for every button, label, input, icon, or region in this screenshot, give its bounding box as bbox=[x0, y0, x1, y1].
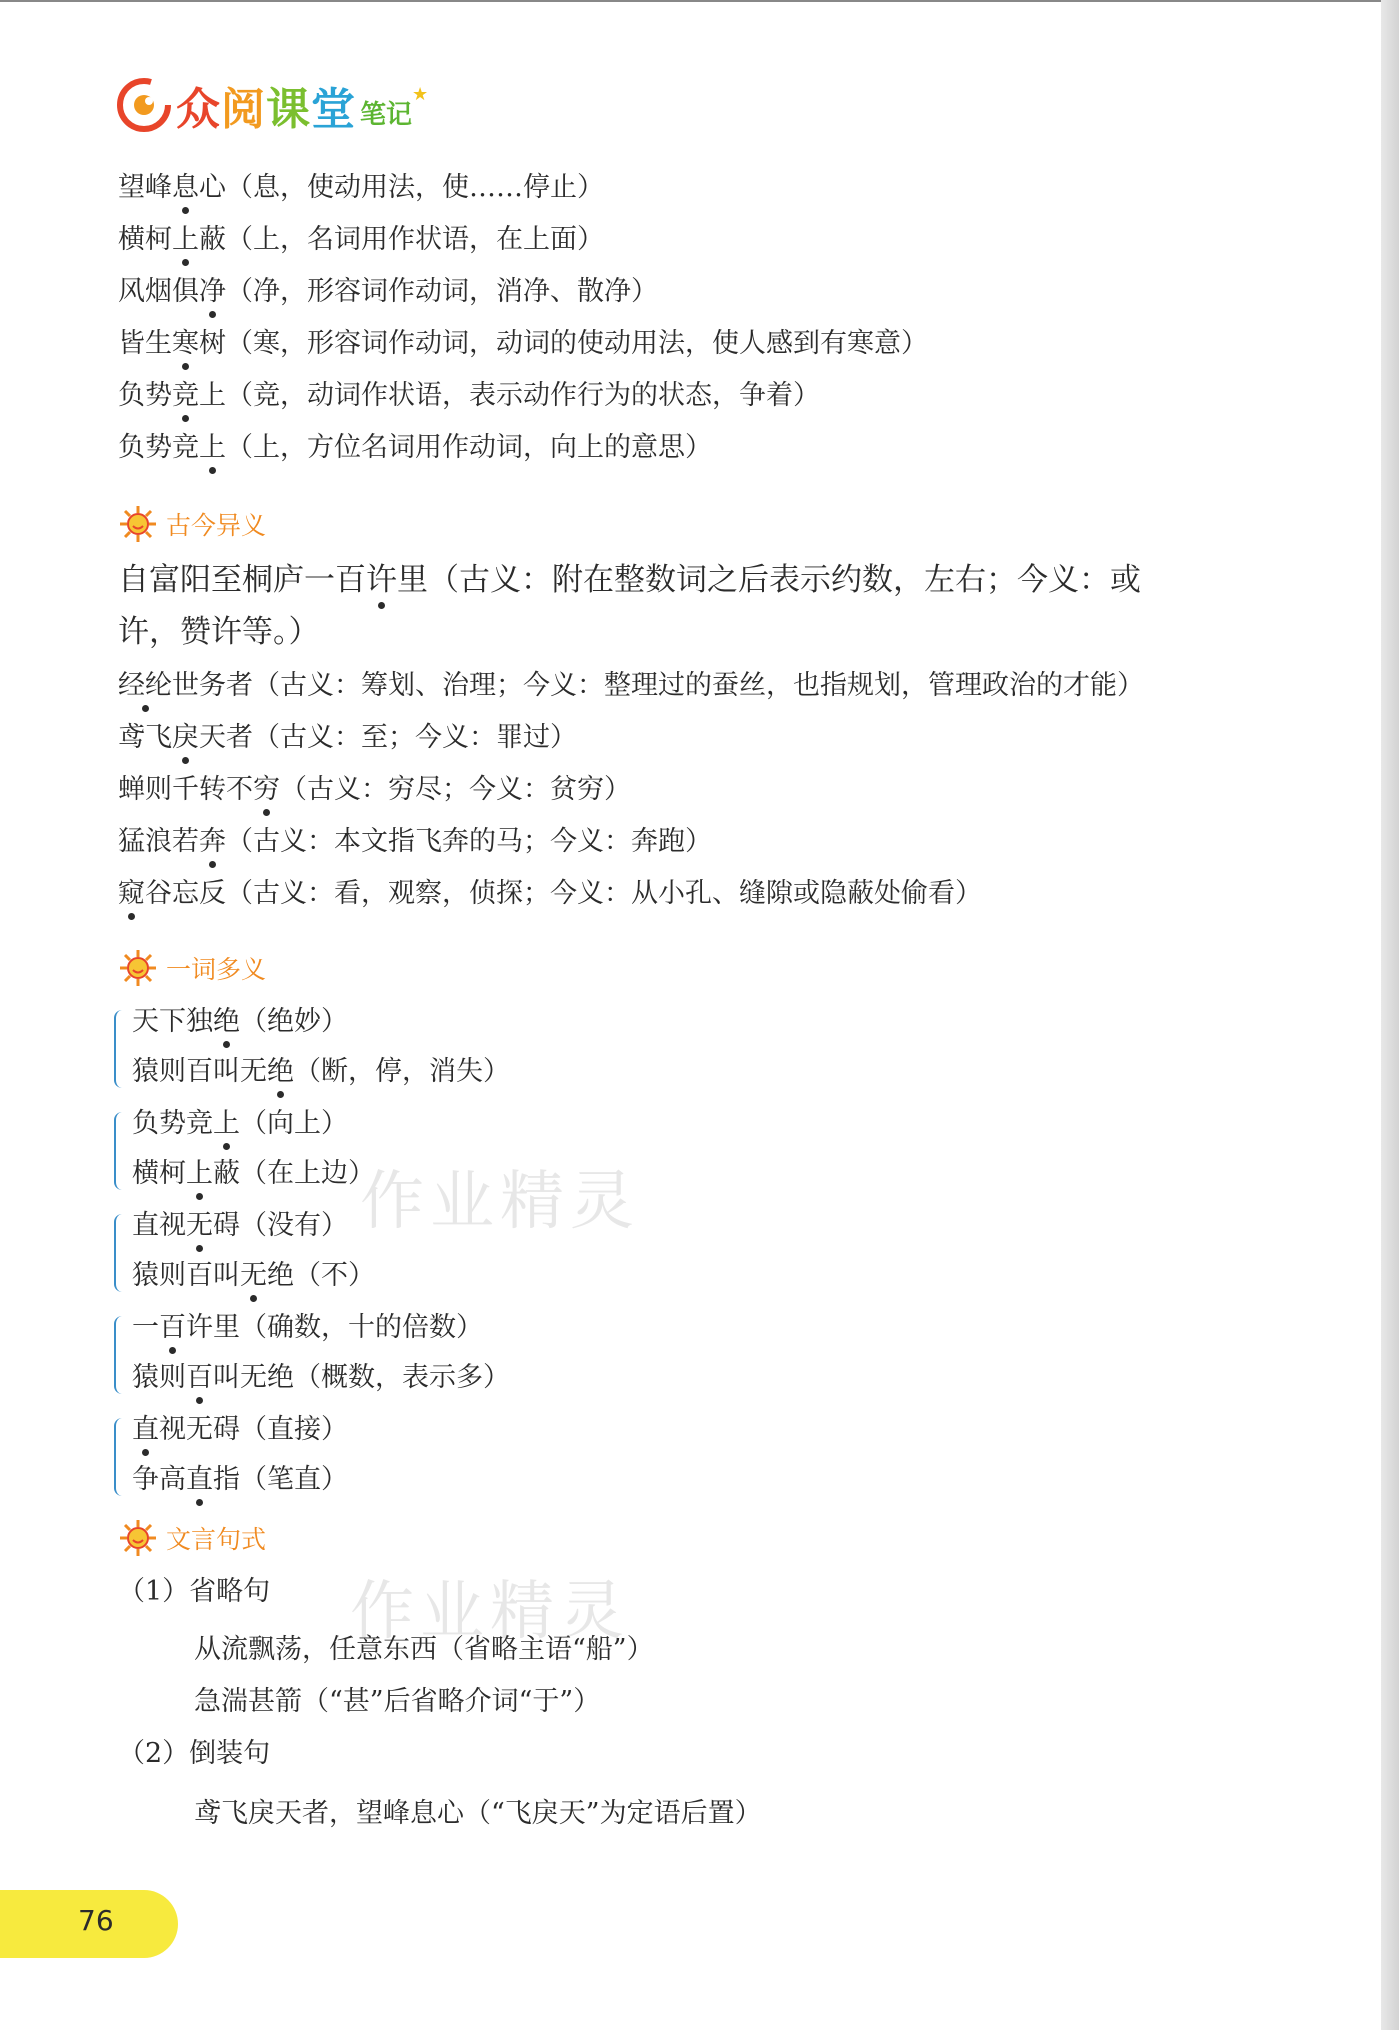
group-brace bbox=[114, 1214, 126, 1292]
usage-line: 望峰息心（息，使动用法，使……停止） bbox=[118, 172, 604, 203]
group-brace bbox=[114, 1316, 126, 1394]
ancient-line: 经纶世务者（古义：筹划、治理；今义：整理过的蚕丝，也指规划，管理政治的才能） bbox=[118, 670, 1144, 701]
omission-example: 急湍甚箭（“甚”后省略介词“于”） bbox=[194, 1686, 601, 1717]
group-brace bbox=[114, 1418, 126, 1496]
page-edge bbox=[1381, 0, 1399, 2030]
usage-line: 负势竞上（竞，动词作状语，表示动作行为的状态，争着） bbox=[118, 380, 820, 411]
ancient-line: 蝉则千转不穷（古义：穷尽；今义：贫穷） bbox=[118, 774, 631, 805]
poly-line: 直视无碍（直接） bbox=[132, 1414, 348, 1445]
omission-title: （1）省略句 bbox=[118, 1576, 271, 1607]
section-title: 文言句式 bbox=[166, 1525, 267, 1554]
ancient-line: 窥谷忘反（古义：看，观察，侦探；今义：从小孔、缝隙或隐蔽处偷看） bbox=[118, 878, 982, 909]
section-ancient-modern bbox=[118, 504, 266, 544]
ancient-line: 猛浪若奔（古义：本文指飞奔的马；今义：奔跑） bbox=[118, 826, 712, 857]
ancient-line: 自富阳至桐庐一百许里（古义：附在整数词之后表示约数，左右；今义：或 bbox=[118, 562, 1141, 598]
ancient-line-cont: 许，赞许等。） bbox=[118, 614, 320, 650]
omission-example: 从流飘荡，任意东西（省略主语“船”） bbox=[194, 1634, 654, 1665]
page-number: 76 bbox=[78, 1904, 114, 1937]
poly-line: 猿则百叫无绝（断，停，消失） bbox=[132, 1056, 510, 1087]
logo-note: 笔记 bbox=[360, 99, 413, 130]
usage-line: 皆生寒树（寒，形容词作动词，动词的使动用法，使人感到有寒意） bbox=[118, 328, 928, 359]
poly-line: 猿则百叫无绝（不） bbox=[132, 1260, 375, 1291]
poly-line: 猿则百叫无绝（概数，表示多） bbox=[132, 1362, 510, 1393]
poly-line: 天下独绝（绝妙） bbox=[132, 1006, 348, 1037]
sun-icon bbox=[118, 504, 158, 544]
logo-swirl-icon bbox=[116, 77, 172, 133]
inversion-title: （2）倒装句 bbox=[118, 1738, 271, 1769]
usage-line: 负势竞上（上，方位名词用作动词，向上的意思） bbox=[118, 432, 712, 463]
sun-icon bbox=[118, 948, 158, 988]
ancient-line: 鸢飞戾天者（古义：至；今义：罪过） bbox=[118, 722, 577, 753]
watermark: 作业精灵 bbox=[360, 1165, 640, 1239]
poly-line: 直视无碍（没有） bbox=[132, 1210, 348, 1241]
section-title: 古今异义 bbox=[166, 511, 267, 540]
top-rule bbox=[0, 0, 1381, 2]
poly-line: 争高直指（笔直） bbox=[132, 1464, 348, 1495]
star-icon: ★ bbox=[412, 83, 429, 105]
usage-line: 风烟俱净（净，形容词作动词，消净、散净） bbox=[118, 276, 658, 307]
watermark: 作业精灵 bbox=[350, 1575, 630, 1649]
sun-icon bbox=[118, 1518, 158, 1558]
brand-logo bbox=[116, 74, 428, 136]
group-brace bbox=[114, 1112, 126, 1190]
poly-line: 横柯上蔽（在上边） bbox=[132, 1158, 375, 1189]
poly-line: 负势竞上（向上） bbox=[132, 1108, 348, 1139]
section-polysemy bbox=[118, 948, 266, 988]
inversion-example: 鸢飞戾天者，望峰息心（“飞戾天”为定语后置） bbox=[194, 1798, 762, 1829]
group-brace bbox=[114, 1010, 126, 1088]
section-title: 一词多义 bbox=[166, 955, 267, 984]
poly-line: 一百许里（确数，十的倍数） bbox=[132, 1312, 483, 1343]
page-number-tab bbox=[0, 1890, 180, 1958]
logo-text: 众阅课堂 bbox=[176, 84, 356, 135]
usage-line: 横柯上蔽（上，名词用作状语，在上面） bbox=[118, 224, 604, 255]
section-sentence bbox=[118, 1518, 266, 1558]
